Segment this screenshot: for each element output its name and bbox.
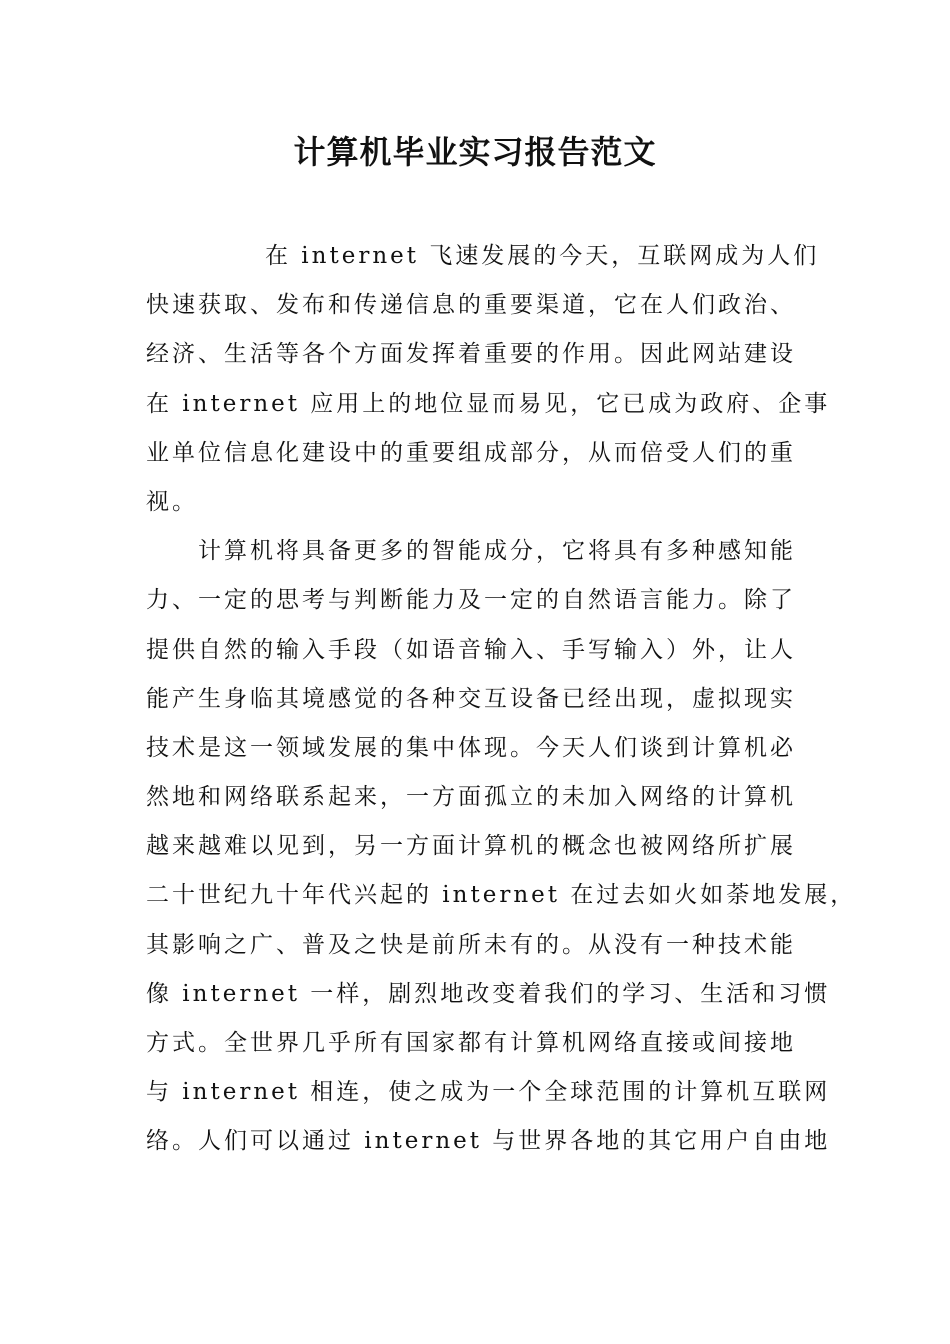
paragraph-line: 在 internet 飞速发展的今天，互联网成为人们 — [265, 243, 820, 269]
paragraph-line: 经济、生活等各个方面发挥着重要的作用。因此网站建设 — [146, 341, 796, 368]
paragraph-line: 提供自然的输入手段（如语音输入、手写输入）外，让人 — [146, 636, 796, 663]
paragraph-line: 络。人们可以通过 internet 与世界各地的其它用户自由地 — [146, 1128, 831, 1155]
document-body — [146, 232, 857, 1167]
paragraph-line: 然地和网络联系起来，一方面孤立的未加入网络的计算机 — [146, 784, 796, 811]
paragraph-2 — [146, 527, 857, 1166]
paragraph-line: 快速获取、发布和传递信息的重要渠道，它在人们政治、 — [146, 292, 796, 319]
paragraph-line: 二十世纪九十年代兴起的 internet 在过去如火如荼地发展， — [146, 882, 857, 909]
document-title: 计算机毕业实习报告范文 — [293, 133, 657, 171]
paragraph-line: 力、一定的思考与判断能力及一定的自然语言能力。除了 — [146, 587, 796, 614]
paragraph-line: 越来越难以见到，另一方面计算机的概念也被网络所扩展 — [146, 833, 796, 860]
paragraph-line: 方式。全世界几乎所有国家都有计算机网络直接或间接地 — [146, 1030, 796, 1056]
paragraph-line: 能产生身临其境感觉的各种交互设备已经出现，虚拟现实 — [146, 685, 796, 712]
paragraph-line: 技术是这一领域发展的集中体现。今天人们谈到计算机必 — [146, 734, 796, 761]
paragraph-line: 计算机将具备更多的智能成分，它将具有多种感知能 — [198, 538, 796, 565]
paragraph-1 — [146, 232, 831, 527]
paragraph-line: 其影响之广、普及之快是前所未有的。从没有一种技术能 — [146, 931, 796, 958]
paragraph-line: 业单位信息化建设中的重要组成部分，从而倍受人们的重 — [146, 439, 796, 466]
paragraph-line: 视。 — [146, 488, 198, 515]
paragraph-line: 像 internet 一样，剧烈地改变着我们的学习、生活和习惯 — [146, 980, 831, 1007]
paragraph-line: 与 internet 相连，使之成为一个全球范围的计算机互联网 — [146, 1079, 831, 1106]
paragraph-line: 在 internet 应用上的地位显而易见，它已成为政府、企事 — [146, 390, 831, 417]
